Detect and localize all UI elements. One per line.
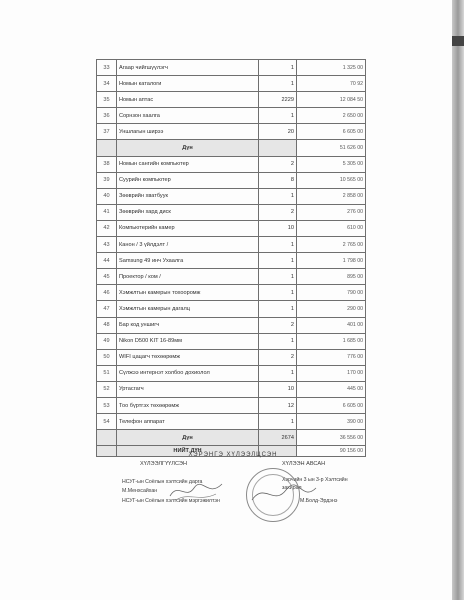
item-number: 42 — [97, 220, 117, 236]
table-row — [97, 108, 366, 124]
right-signer-name: М.Болд-Эрдэнэ — [300, 498, 338, 504]
item-amount: 90 156 00 — [297, 446, 366, 457]
item-quantity: 1 — [259, 285, 297, 301]
right-signer-role: захирал — [282, 485, 302, 491]
item-number: 36 — [97, 108, 117, 124]
table-row — [97, 60, 366, 76]
table-row — [97, 269, 366, 285]
item-number: 50 — [97, 349, 117, 365]
item-number: 41 — [97, 204, 117, 220]
item-quantity: 1 — [259, 60, 297, 76]
table-row — [97, 156, 366, 172]
item-amount: 1 798 00 — [297, 253, 366, 269]
item-quantity: 1 — [259, 269, 297, 285]
received-heading: ХҮЛЭЭН АВСАН — [282, 461, 326, 467]
item-amount: 390 00 — [297, 414, 366, 430]
item-name: Nikon D500 KIT 16-89мм — [117, 333, 259, 349]
item-amount: 1 325 00 — [297, 60, 366, 76]
item-quantity: 10 — [259, 220, 297, 236]
item-amount: 2 858 00 — [297, 188, 366, 204]
item-quantity — [259, 140, 297, 156]
item-name: Суурийн компьютер — [117, 172, 259, 188]
item-amount: 36 556 00 — [297, 430, 366, 446]
right-signer-title: Хэрчийн 3 ын 3-р Хэлтсийн — [282, 477, 348, 483]
table-row — [97, 414, 366, 430]
item-quantity: 1 — [259, 76, 297, 92]
item-amount: 2 650 00 — [297, 108, 366, 124]
item-number: 44 — [97, 253, 117, 269]
item-name: Канон / 3 үйлдэлт / — [117, 237, 259, 253]
item-number: 47 — [97, 301, 117, 317]
item-quantity: 8 — [259, 172, 297, 188]
item-amount: 1 685 00 — [297, 333, 366, 349]
item-quantity: 2 — [259, 204, 297, 220]
item-number — [97, 140, 117, 156]
item-amount: 776 00 — [297, 349, 366, 365]
item-number: 53 — [97, 397, 117, 413]
item-amount: 2 765 00 — [297, 237, 366, 253]
item-name: Компьютерийн камер — [117, 220, 259, 236]
item-name: Номын каталоги — [117, 76, 259, 92]
table-row — [97, 301, 366, 317]
item-amount: 70 92 — [297, 76, 366, 92]
item-name: Дүн — [117, 140, 259, 156]
item-quantity: 1 — [259, 414, 297, 430]
table-row — [97, 188, 366, 204]
item-quantity: 2 — [259, 349, 297, 365]
item-amount: 6 605 00 — [297, 397, 366, 413]
item-quantity: 2229 — [259, 92, 297, 108]
item-name: Уртасгагч — [117, 381, 259, 397]
item-name: Уншлагын ширээ — [117, 124, 259, 140]
item-quantity: 1 — [259, 333, 297, 349]
item-quantity: 1 — [259, 301, 297, 317]
item-amount: 610 00 — [297, 220, 366, 236]
item-amount: 5 305 00 — [297, 156, 366, 172]
item-quantity: 1 — [259, 237, 297, 253]
table-row — [97, 365, 366, 381]
item-number: 46 — [97, 285, 117, 301]
item-name: Бар код уншигч — [117, 317, 259, 333]
item-quantity: 2 — [259, 317, 297, 333]
table-row — [97, 237, 366, 253]
item-name: WIFI цацагч төхөөрөмж — [117, 349, 259, 365]
item-number: 51 — [97, 365, 117, 381]
table-row — [97, 220, 366, 236]
item-number: 38 — [97, 156, 117, 172]
handed-over-heading: ХҮЛЭЭЛГҮҮЛСЭН — [140, 461, 187, 467]
page-edge-mark — [452, 36, 464, 46]
item-number: 37 — [97, 124, 117, 140]
inventory-table — [96, 59, 366, 457]
item-amount: 790 00 — [297, 285, 366, 301]
right-signature-scribble — [250, 480, 320, 510]
left-signer-title: НСУГ-ын Соёлын хэлтсийн дарга — [122, 479, 203, 485]
item-name: Хэмжлтын камерын дагалц — [117, 301, 259, 317]
item-amount: 445 00 — [297, 381, 366, 397]
item-name: Номын сангийн компьютер — [117, 156, 259, 172]
item-number: 40 — [97, 188, 117, 204]
left-signer-name: М.Менхсайхан — [122, 488, 158, 494]
item-amount: 170 00 — [297, 365, 366, 381]
table-row — [97, 92, 366, 108]
item-name: Дүн — [117, 430, 259, 446]
item-name: Зөөврийн хватбуук — [117, 188, 259, 204]
item-quantity: 2674 — [259, 430, 297, 446]
table-row — [97, 397, 366, 413]
item-amount: 401 00 — [297, 317, 366, 333]
item-amount: 12 084 50 — [297, 92, 366, 108]
item-quantity: 12 — [259, 397, 297, 413]
item-quantity: 1 — [259, 188, 297, 204]
item-amount: 10 565 00 — [297, 172, 366, 188]
item-number: 43 — [97, 237, 117, 253]
item-amount: 6 605 00 — [297, 124, 366, 140]
table-row — [97, 124, 366, 140]
item-number: 48 — [97, 317, 117, 333]
item-number: 49 — [97, 333, 117, 349]
item-name: Samsung 49 инч Ухаалга — [117, 253, 259, 269]
item-quantity: 1 — [259, 108, 297, 124]
page-edge-shadow — [452, 0, 464, 600]
item-name: Проектор / ком / — [117, 269, 259, 285]
signature-block — [100, 452, 366, 532]
item-number: 34 — [97, 76, 117, 92]
handover-title: ХЭРЭНГЭ ХҮЛЭЭЛЦСЭН — [188, 452, 278, 458]
item-number: 52 — [97, 381, 117, 397]
item-name: Тоо бүртгэх төхөөрөмж — [117, 397, 259, 413]
item-name: НИЙТ ДҮН — [117, 446, 259, 457]
item-name: Номын аптас — [117, 92, 259, 108]
item-number: 35 — [97, 92, 117, 108]
item-name: Телефон аппарат — [117, 414, 259, 430]
item-quantity: 10 — [259, 381, 297, 397]
item-quantity: 2 — [259, 156, 297, 172]
item-number — [97, 430, 117, 446]
table-row — [97, 76, 366, 92]
table-row — [97, 172, 366, 188]
item-number: 39 — [97, 172, 117, 188]
item-amount: 51 626 00 — [297, 140, 366, 156]
table-row — [97, 381, 366, 397]
item-amount: 290 00 — [297, 301, 366, 317]
table-row — [97, 285, 366, 301]
item-name: Сүлжээ интернэт холбоо дохиолол — [117, 365, 259, 381]
item-name: Сорнзон хаалга — [117, 108, 259, 124]
item-quantity: 20 — [259, 124, 297, 140]
table-row — [97, 317, 366, 333]
left-signer-title-2: НСУГ-ын Соёлын хэлтсийн мэргэжилтэн — [122, 498, 220, 504]
item-quantity: 1 — [259, 365, 297, 381]
item-number: 33 — [97, 60, 117, 76]
left-signature-scribble — [166, 478, 226, 504]
table-total-row — [97, 140, 366, 156]
item-amount: 895 00 — [297, 269, 366, 285]
item-name: Хэмжлтын камерын тохооромж — [117, 285, 259, 301]
item-number: 54 — [97, 414, 117, 430]
table-row — [97, 204, 366, 220]
item-name: Зөөврийн хард диск — [117, 204, 259, 220]
item-quantity: 1 — [259, 253, 297, 269]
table-total-row — [97, 430, 366, 446]
item-number: 45 — [97, 269, 117, 285]
table-row — [97, 333, 366, 349]
item-name: Агаар чийгшүүлэгч — [117, 60, 259, 76]
item-amount: 276 00 — [297, 204, 366, 220]
table-row — [97, 349, 366, 365]
table-row — [97, 253, 366, 269]
